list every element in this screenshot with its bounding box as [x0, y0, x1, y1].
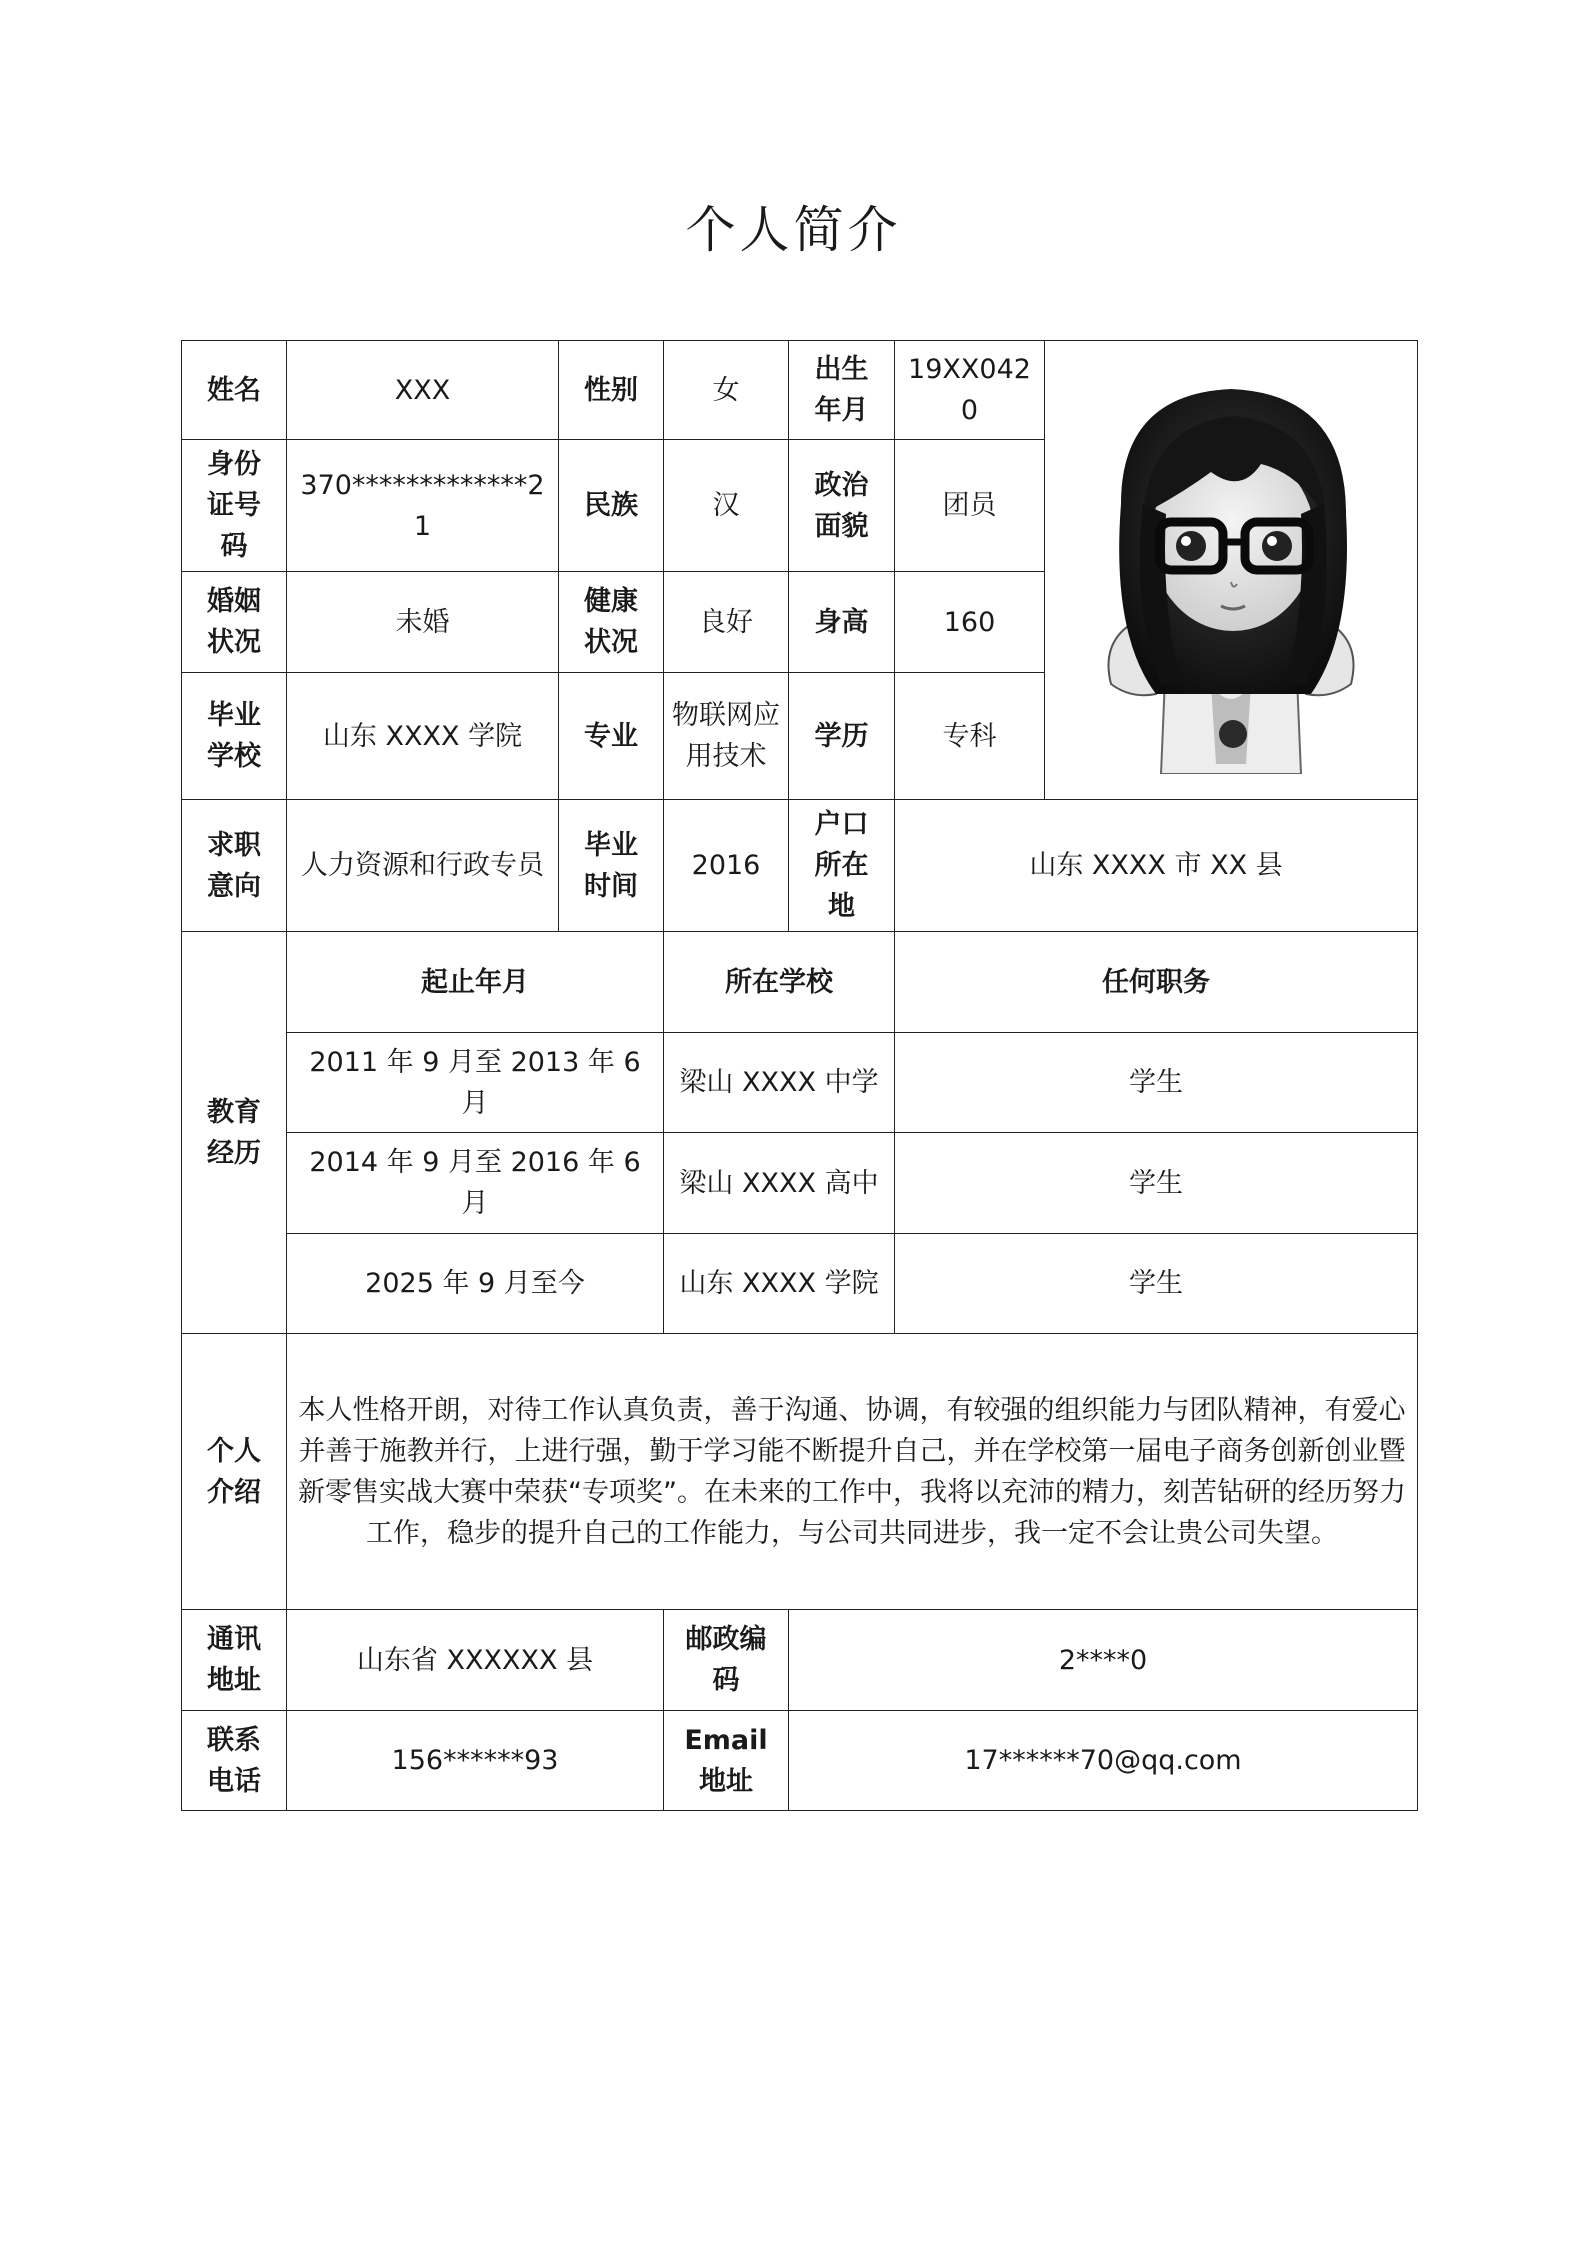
label-health: 健康 状况 — [559, 572, 664, 673]
edu-header-role: 任何职务 — [895, 932, 1418, 1033]
value-id-number: 370*************21 — [287, 440, 559, 572]
edu-role: 学生 — [895, 1234, 1418, 1334]
edu-school: 山东 XXXX 学院 — [664, 1234, 895, 1334]
label-job-intent: 求职 意向 — [182, 800, 287, 932]
value-postcode: 2****0 — [789, 1610, 1418, 1711]
value-marital: 未婚 — [287, 572, 559, 673]
intro-text: 本人性格开朗，对待工作认真负责，善于沟通、协调，有较强的组织能力与团队精神，有爱心并善于施教并行，上进行强，勤于学习能不断提升自己，并在学校第一届电子商务创新创业暨新零售实战大赛中荣获“专项奖”。在未来的工作中，我将以充沛的精力，刻苦钻研的经历努力工作，稳步的提升自己的工作能力，与公司共同进步，我一定不会让贵公司失望。 — [287, 1334, 1418, 1610]
table-row — [182, 1133, 1418, 1234]
edu-role: 学生 — [895, 1133, 1418, 1234]
edu-role: 学生 — [895, 1033, 1418, 1133]
resume-table — [181, 340, 1418, 1811]
label-height: 身高 — [789, 572, 895, 673]
table-row — [182, 1033, 1418, 1133]
value-name: XXX — [287, 341, 559, 440]
value-major: 物联网应用技术 — [664, 673, 789, 800]
value-height: 160 — [895, 572, 1045, 673]
edu-header-school: 所在学校 — [664, 932, 895, 1033]
edu-school: 梁山 XXXX 高中 — [664, 1133, 895, 1234]
edu-period: 2011 年 9 月至 2013 年 6 月 — [287, 1033, 664, 1133]
label-email: Email 地址 — [664, 1711, 789, 1811]
label-hukou: 户口 所在 地 — [789, 800, 895, 932]
label-major: 专业 — [559, 673, 664, 800]
label-birth: 出生 年月 — [789, 341, 895, 440]
label-phone: 联系 电话 — [182, 1711, 287, 1811]
cartoon-girl-portrait-icon — [1061, 354, 1401, 774]
value-address: 山东省 XXXXXX 县 — [287, 1610, 664, 1711]
edu-header-period: 起止年月 — [287, 932, 664, 1033]
page-title: 个人简介 — [685, 201, 902, 259]
label-school: 毕业 学校 — [182, 673, 287, 800]
value-school: 山东 XXXX 学院 — [287, 673, 559, 800]
edu-period: 2014 年 9 月至 2016 年 6 月 — [287, 1133, 664, 1234]
photo-cell — [1045, 341, 1418, 800]
value-ethnicity: 汉 — [664, 440, 789, 572]
label-political: 政治 面貌 — [789, 440, 895, 572]
value-hukou: 山东 XXXX 市 XX 县 — [895, 800, 1418, 932]
value-health: 良好 — [664, 572, 789, 673]
value-email: 17******70@qq.com — [789, 1711, 1418, 1811]
label-id-number: 身份 证号 码 — [182, 440, 287, 572]
value-job-intent: 人力资源和行政专员 — [287, 800, 559, 932]
label-education: 教育 经历 — [182, 932, 287, 1334]
label-ethnicity: 民族 — [559, 440, 664, 572]
label-name: 姓名 — [182, 341, 287, 440]
value-gender: 女 — [664, 341, 789, 440]
label-degree: 学历 — [789, 673, 895, 800]
edu-school: 梁山 XXXX 中学 — [664, 1033, 895, 1133]
label-intro: 个人 介绍 — [182, 1334, 287, 1610]
table-row — [182, 1234, 1418, 1334]
value-degree: 专科 — [895, 673, 1045, 800]
label-postcode: 邮政编 码 — [664, 1610, 789, 1711]
label-marital: 婚姻 状况 — [182, 572, 287, 673]
label-address: 通讯 地址 — [182, 1610, 287, 1711]
value-birth: 19XX0420 — [895, 341, 1045, 440]
value-phone: 156******93 — [287, 1711, 664, 1811]
value-political: 团员 — [895, 440, 1045, 572]
edu-period: 2025 年 9 月至今 — [287, 1234, 664, 1334]
label-grad-time: 毕业 时间 — [559, 800, 664, 932]
label-gender: 性别 — [559, 341, 664, 440]
value-grad-time: 2016 — [664, 800, 789, 932]
